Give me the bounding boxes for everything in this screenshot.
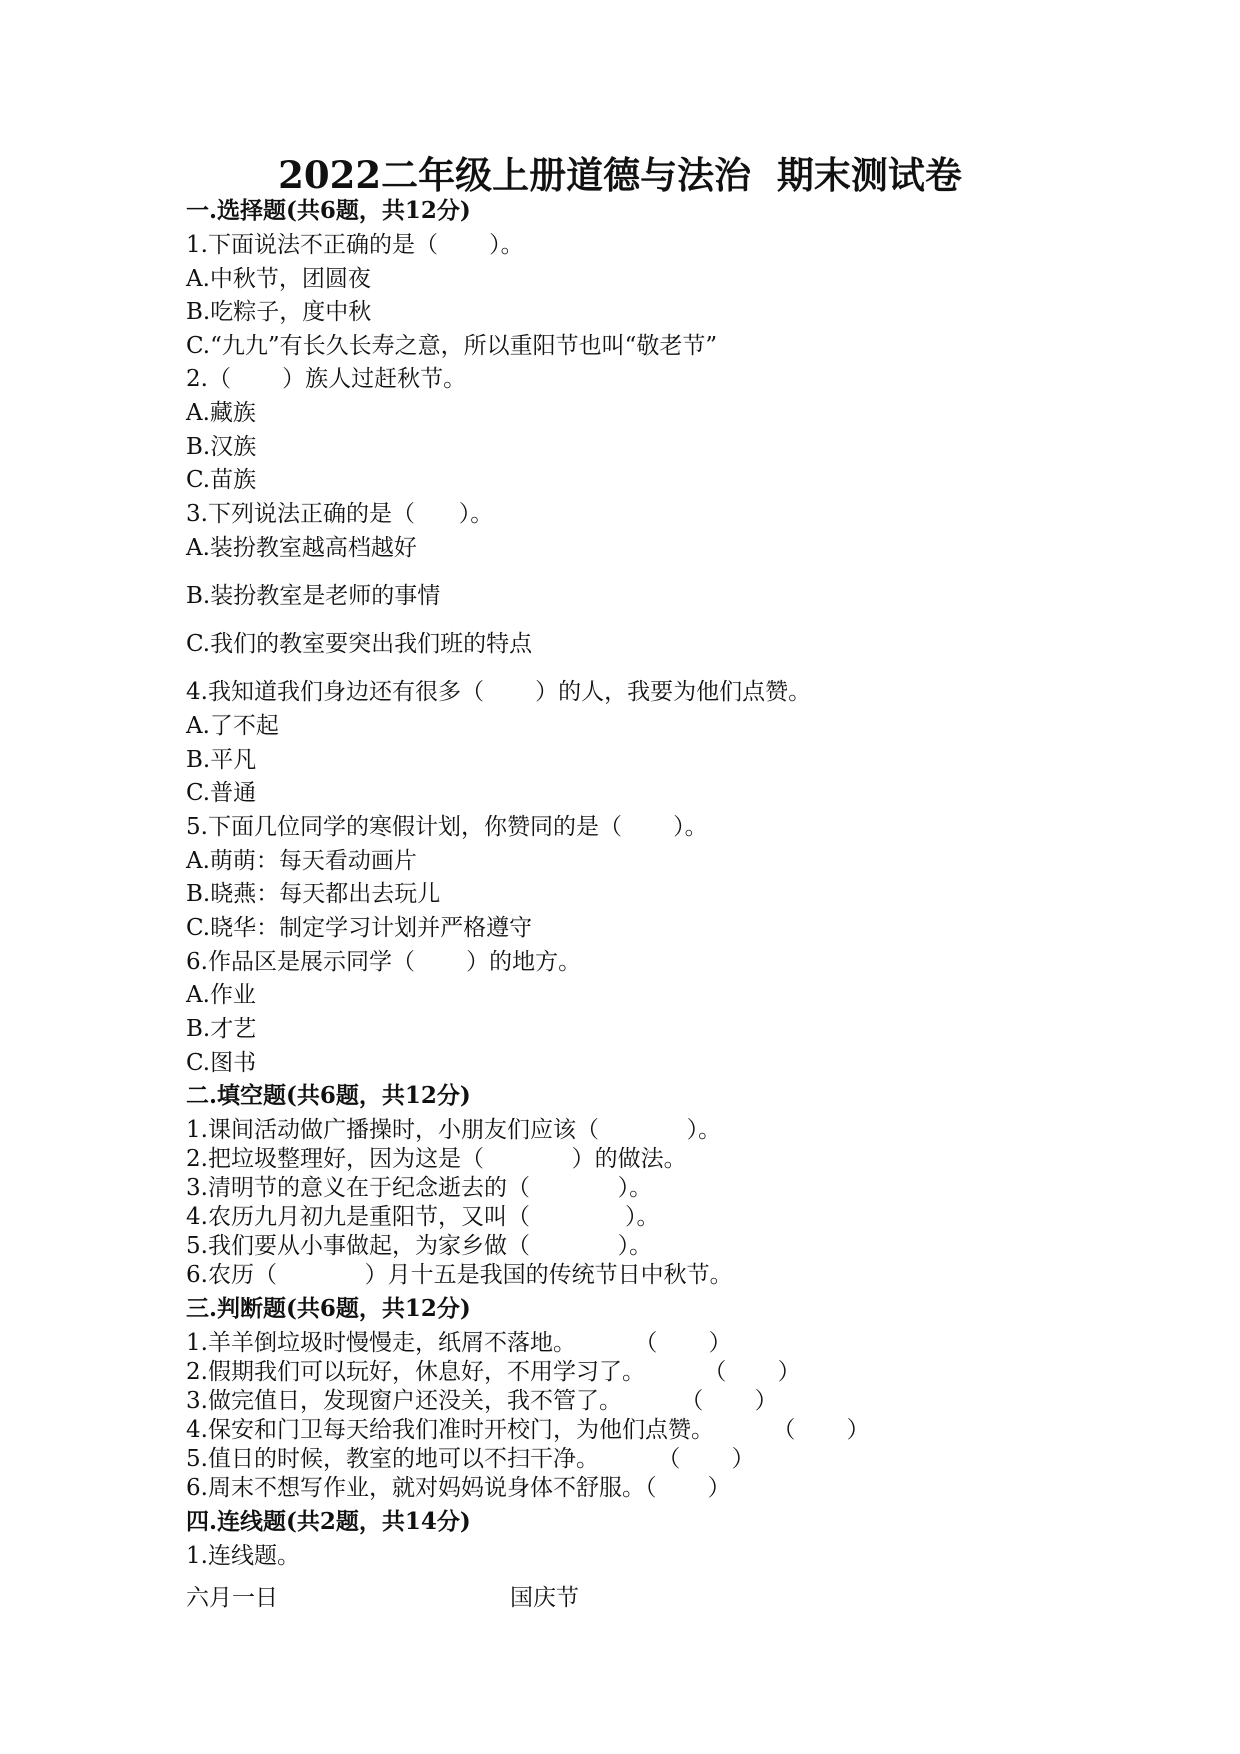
- question-line: 4.保安和门卫每天给我们准时开校门，为他们点赞。 （ ）: [186, 1417, 870, 1443]
- option-line: C.普通: [186, 780, 257, 806]
- question-line: 1.羊羊倒垃圾时慢慢走，纸屑不落地。 （ ）: [186, 1330, 732, 1356]
- option-line: A.了不起: [186, 713, 279, 739]
- option-line: B.晓燕：每天都出去玩儿: [186, 881, 441, 907]
- section-heading-matching: 四.连线题(共2题，共14分): [186, 1508, 471, 1535]
- option-line: B.才艺: [186, 1016, 257, 1042]
- matching-right-item: 国庆节: [510, 1585, 579, 1611]
- option-line: B.装扮教室是老师的事情: [186, 583, 441, 609]
- question-line: 5.值日的时候，教室的地可以不扫干净。 （ ）: [186, 1446, 755, 1472]
- option-line: C.我们的教室要突出我们班的特点: [186, 631, 533, 657]
- question-line: 1.下面说法不正确的是（ ）。: [186, 232, 524, 258]
- exam-title: 2022二年级上册道德与法治 期末测试卷: [278, 153, 962, 197]
- option-line: B.汉族: [186, 434, 257, 460]
- question-line: 2.把垃圾整理好，因为这是（ ）的做法。: [186, 1146, 687, 1172]
- question-line: 3.做完值日，发现窗户还没关，我不管了。 （ ）: [186, 1388, 778, 1414]
- question-line: 1.课间活动做广播操时，小朋友们应该（ ）。: [186, 1117, 722, 1143]
- matching-left-item: 六月一日: [186, 1585, 278, 1611]
- option-line: A.中秋节，团圆夜: [186, 266, 371, 292]
- question-line: 2.（ ）族人过赶秋节。: [186, 366, 467, 392]
- question-line: 3.下列说法正确的是（ ）。: [186, 501, 494, 527]
- option-line: A.萌萌：每天看动画片: [186, 848, 417, 874]
- question-line: 2.假期我们可以玩好，休息好，不用学习了。 （ ）: [186, 1359, 801, 1385]
- question-line: 4.农历九月初九是重阳节，又叫（ ）。: [186, 1204, 660, 1230]
- option-line: A.藏族: [186, 400, 256, 426]
- option-line: C.苗族: [186, 467, 257, 493]
- option-line: C.图书: [186, 1050, 257, 1076]
- option-line: A.作业: [186, 982, 256, 1008]
- option-line: C.“九九”有长久长寿之意，所以重阳节也叫“敬老节”: [186, 333, 718, 359]
- option-line: B.吃粽子，度中秋: [186, 299, 372, 325]
- question-line: 5.我们要从小事做起，为家乡做（ ）。: [186, 1233, 653, 1259]
- option-line: A.装扮教室越高档越好: [186, 535, 417, 561]
- question-line: 1.连线题。: [186, 1543, 300, 1569]
- question-line: 3.清明节的意义在于纪念逝去的（ ）。: [186, 1175, 653, 1201]
- section-heading-judgement: 三.判断题(共6题，共12分): [186, 1295, 471, 1322]
- section-heading-choice: 一.选择题(共6题，共12分): [186, 197, 471, 224]
- question-line: 5.下面几位同学的寒假计划，你赞同的是（ ）。: [186, 814, 708, 840]
- section-heading-fill-blank: 二.填空题(共6题，共12分): [186, 1082, 471, 1109]
- question-line: 4.我知道我们身边还有很多（ ）的人，我要为他们点赞。: [186, 679, 812, 705]
- option-line: C.晓华：制定学习计划并严格遵守: [186, 915, 533, 941]
- question-line: 6.周末不想写作业，就对妈妈说身体不舒服。（ ）: [186, 1475, 731, 1501]
- question-line: 6.作品区是展示同学（ ）的地方。: [186, 949, 582, 975]
- option-line: B.平凡: [186, 747, 257, 773]
- question-line: 6.农历（ ）月十五是我国的传统节日中秋节。: [186, 1262, 733, 1288]
